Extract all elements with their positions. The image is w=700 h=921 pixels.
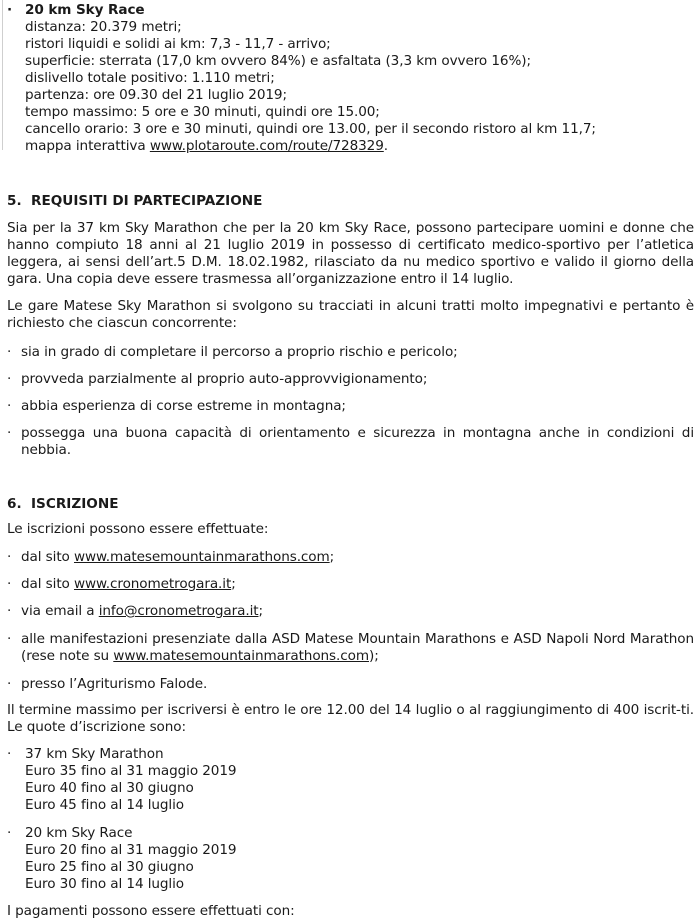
matese-site-link[interactable]: www.matesemountainmarathons.com xyxy=(73,549,330,565)
requirements-intro-paragraph: Le gare Matese Sky Marathon si svolgono su tracciati in alcuni tratti molto impegnativi e pertanto è richiesto che ciascun concorrente: xyxy=(7,298,694,331)
list-item xyxy=(7,425,694,459)
section-title: REQUISITI DI PARTECIPAZIONE xyxy=(31,193,263,209)
race-elevation: dislivello totale positivo: 1.110 metri; xyxy=(25,70,275,86)
race-map xyxy=(25,138,690,155)
fee-title: 20 km Sky Race xyxy=(25,825,133,841)
fee-line: Euro 45 fino al 14 luglio xyxy=(25,797,185,813)
list-item-text xyxy=(7,576,694,593)
site-prefix: dal sito xyxy=(21,576,74,592)
race-20km-block xyxy=(0,2,690,155)
race-map-suffix: . xyxy=(383,138,389,154)
cronometrogara-site-link[interactable]: www.cronometrogara.it xyxy=(73,576,232,592)
list-item-text: abbia esperienza di corse estreme in montagna; xyxy=(21,398,346,414)
requirements-paragraph: Sia per la 37 km Sky Marathon che per la 20 km Sky Race, possono partecipare uomini e donne che hanno compiuto 18 anni al 21 luglio 2019 in possesso di certificato medico-sportivo per l’atletica leggera, ai sensi dell’art.5 D.M. 18.02.1982, rilasciato da nu medico sportivo e valido il giorno della gara. Una copia deve essere trasmessa all’organizzazione entro il 14 luglio. xyxy=(7,220,694,287)
fee-line: Euro 25 fino al 30 giugno xyxy=(25,859,194,875)
list-item xyxy=(7,676,694,693)
fee-line: Euro 20 fino al 31 maggio 2019 xyxy=(25,842,237,858)
events-text: alle manifestazioni presenziate dalla ASD Matese Mountain Marathons e ASD Napoli Nord Marathon (rese note su xyxy=(21,631,694,664)
section-number: 6. xyxy=(7,496,22,512)
list-item-text xyxy=(7,549,694,566)
list-item-text: sia in grado di completare il percorso a proprio rischio e pericolo; xyxy=(21,344,458,360)
fee-line: Euro 40 fino al 30 giugno xyxy=(25,780,194,796)
bullet: · xyxy=(7,344,12,360)
section-title: ISCRIZIONE xyxy=(31,496,119,512)
list-item xyxy=(7,398,694,415)
fee-line: Euro 35 fino al 31 maggio 2019 xyxy=(25,763,237,779)
race-max-time: tempo massimo: 5 ore e 30 minuti, quindi ore 15.00; xyxy=(25,104,380,120)
race-cutoff: cancello orario: 3 ore e 30 minuti, quindi ore 13.00, per il secondo ristoro al km 11,7; xyxy=(25,121,596,137)
list-item xyxy=(7,603,694,620)
bullet: · xyxy=(7,398,12,414)
events-suffix: ); xyxy=(368,648,379,664)
list-item-text: possegga una buona capacità di orientamento e sicurezza in montagna anche in condizioni di nebbia. xyxy=(21,425,694,458)
race-details xyxy=(0,19,690,155)
race-title-text: 20 km Sky Race xyxy=(25,2,145,18)
list-item xyxy=(7,549,694,566)
list-item xyxy=(7,576,694,593)
race-aid-stations: ristori liquidi e solidi ai km: 7,3 - 11,7 - arrivo; xyxy=(25,36,331,52)
bullet: · xyxy=(7,603,12,619)
bullet: · xyxy=(7,549,12,565)
fees-20km xyxy=(7,825,687,893)
list-item-text: presso l’Agriturismo Falode. xyxy=(21,676,208,692)
section-6-heading xyxy=(7,496,118,513)
payments-intro: I pagamenti possono essere effettuati con: xyxy=(7,903,295,919)
race-surface: superficie: sterrata (17,0 km ovvero 84%) e asfaltata (3,3 km ovvero 16%); xyxy=(25,53,531,69)
fees-37km xyxy=(7,746,687,814)
bullet: · xyxy=(7,746,12,762)
matese-site-link-2[interactable]: www.matesemountainmarathons.com xyxy=(113,648,369,664)
site-suffix: ; xyxy=(329,549,335,565)
site-suffix: ; xyxy=(231,576,236,592)
site-prefix: dal sito xyxy=(21,549,74,565)
fee-line: Euro 30 fino al 14 luglio xyxy=(25,876,185,892)
email-suffix: ; xyxy=(258,603,263,619)
fee-title: 37 km Sky Marathon xyxy=(25,746,164,762)
email-prefix: via email a xyxy=(21,603,99,619)
section-number: 5. xyxy=(7,193,22,209)
deadline-paragraph: Il termine massimo per iscriversi è entro le ore 12.00 del 14 luglio o al raggiungimento di 400 iscrit-ti. Le quote d’iscrizione sono: xyxy=(7,702,694,735)
list-item xyxy=(7,344,694,361)
race-title xyxy=(0,2,690,19)
bullet: · xyxy=(7,825,12,841)
bullet: · xyxy=(7,425,12,441)
section-5-heading xyxy=(7,193,262,210)
registration-intro: Le iscrizioni possono essere effettuate: xyxy=(7,521,269,537)
list-item xyxy=(7,631,694,665)
race-start: partenza: ore 09.30 del 21 luglio 2019; xyxy=(25,87,287,103)
race-distance: distanza: 20.379 metri; xyxy=(25,19,182,35)
route-map-link[interactable]: www.plotaroute.com/route/728329 xyxy=(149,138,384,154)
bullet: · xyxy=(7,576,12,592)
list-item-text: provveda parzialmente al proprio auto-approvvigionamento; xyxy=(21,371,428,387)
bullet: · xyxy=(7,676,12,692)
list-item-text xyxy=(7,603,694,620)
list-item-text xyxy=(7,631,694,665)
bullet: · xyxy=(7,2,13,18)
bullet: · xyxy=(7,371,12,387)
email-link[interactable]: info@cronometrogara.it xyxy=(98,603,259,619)
race-map-prefix: mappa interattiva xyxy=(25,138,150,154)
bullet: · xyxy=(7,631,12,647)
list-item xyxy=(7,371,694,388)
